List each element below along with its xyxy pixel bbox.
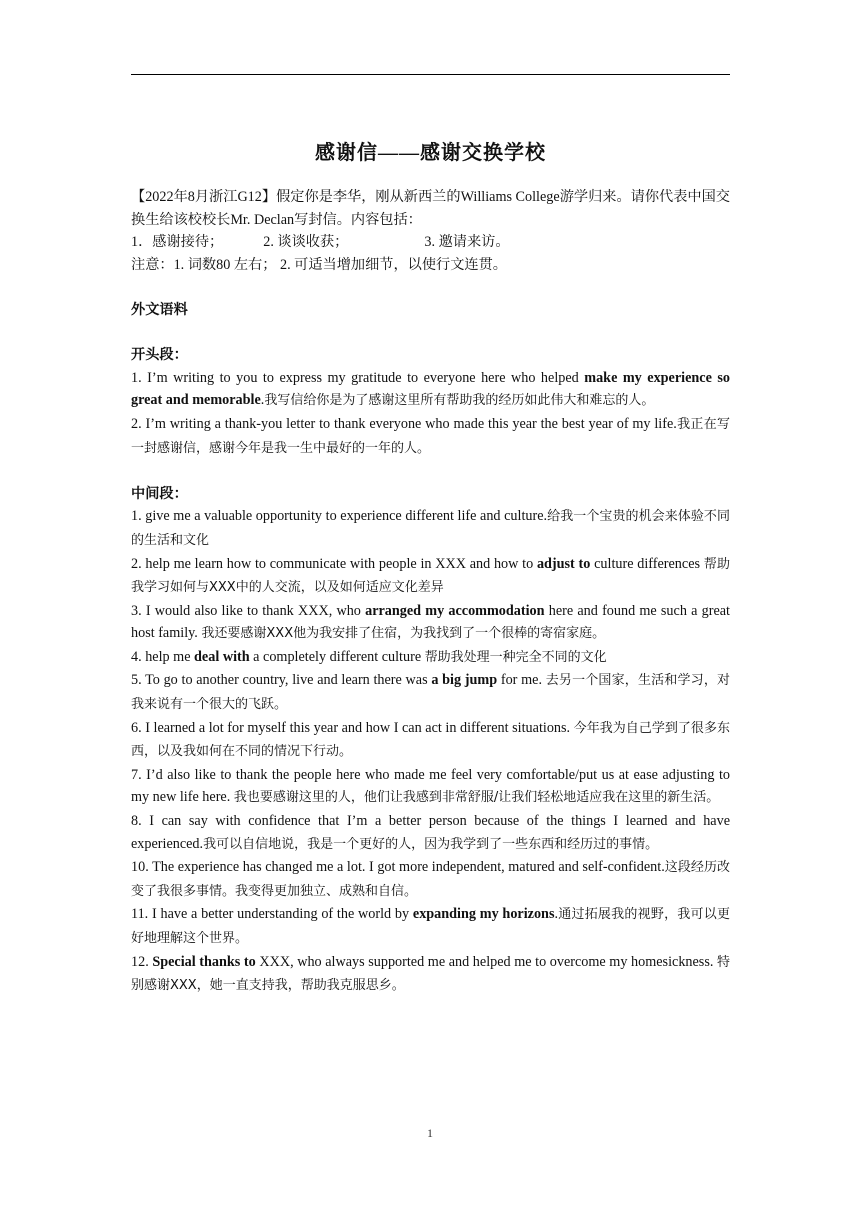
item-translation: 帮助我处理一种完全不同的文化 <box>424 649 607 665</box>
requirement-3: 3. 邀请来访。 <box>424 234 510 251</box>
prompt-text <box>131 186 730 231</box>
item-text: 1. give me a valuable opportunity to experience different life and culture. <box>131 508 548 525</box>
item-keyphrase: make my experience so great and memorable <box>131 369 730 409</box>
item-keyphrase: deal with <box>194 648 250 665</box>
list-item <box>131 600 730 646</box>
page-number: 1 <box>427 1126 433 1140</box>
item-translation: 这段经历改变了我很多事情。我变得更加独立、成熟和自信。 <box>131 860 730 899</box>
item-text: 4. help me <box>131 648 195 665</box>
item-translation: 我写信给你是为了感谢这里所有帮助我的经历如此伟大和难忘的人。 <box>264 393 655 409</box>
opening-heading: 开头段： <box>131 347 188 364</box>
item-translation: 我还要感谢XXX他为我安排了住宿，为我找到了一个很棒的寄宿家庭。 <box>201 626 606 642</box>
middle-list <box>131 505 730 997</box>
item-keyphrase: Special thanks to <box>152 953 256 970</box>
item-text: 8. I can say with confidence that I’m a better person because of the things I learned and have experienced. <box>131 813 730 852</box>
item-translation: 我可以自信地说，我是一个更好的人，因为我学到了一些东西和经历过的事情。 <box>203 836 659 852</box>
item-translation: 特别感谢XXX，她一直支持我，帮助我克服思乡。 <box>131 954 731 994</box>
item-text: 5. To go to another country, live and learn there was <box>131 672 432 689</box>
item-keyphrase: arranged my accommodation <box>365 602 545 619</box>
item-text: 6. I learned a lot for myself this year and how I can act in different situations. <box>131 719 574 736</box>
header-rule <box>131 74 730 75</box>
requirement-1: 1．感谢接待； <box>131 234 224 251</box>
list-item <box>131 646 730 670</box>
opening-list <box>131 367 730 460</box>
list-item <box>131 764 730 810</box>
list-item <box>131 367 730 413</box>
list-item <box>131 717 730 764</box>
middle-heading: 中间段： <box>131 485 188 502</box>
list-item <box>131 505 730 552</box>
material-heading: 外文语料 <box>131 301 188 318</box>
list-item <box>131 951 730 998</box>
item-translation: 去另一个国家，生活和学习，对我来说有一个很大的飞跃。 <box>131 673 730 713</box>
item-keyphrase: expanding my horizons <box>412 906 555 923</box>
item-text: 3. I would also like to thank XXX, who <box>131 602 366 619</box>
item-translation: 我也要感谢这里的人，他们让我感到非常舒服/让我们轻松地适应我在这里的新生活。 <box>233 790 720 806</box>
prompt-note: 注意：1. 词数80 左右； 2. 可适当增加细节，以使行文连贯。 <box>131 256 507 273</box>
list-item <box>131 856 730 903</box>
page-title: 感谢信——感谢交换学校 <box>315 142 546 164</box>
document-body <box>131 138 730 998</box>
requirement-2: 2. 谈谈收获； <box>263 234 349 251</box>
item-text-tail: XXX, who always supported me and helped me to overcome my homesickness. <box>255 953 717 970</box>
item-text-tail: a completely different culture <box>249 648 425 665</box>
list-item <box>131 553 730 600</box>
item-translation: 帮助我学习如何与XXX中的人交流，以及如何适应文化差异 <box>131 556 730 596</box>
item-text-tail: culture differences <box>590 555 704 572</box>
item-keyphrase: a big jump <box>431 672 498 689</box>
item-text-tail: here and found me such a great host family. <box>131 602 730 642</box>
list-item <box>131 413 730 460</box>
list-item <box>131 669 730 716</box>
item-text: 10. The experience has changed me a lot. I got more independent, matured and self-confident. <box>131 859 665 876</box>
item-keyphrase: adjust to <box>536 555 591 572</box>
prompt-line: 【2022年8月浙江G12】假定你是李华，刚从新西兰的Williams College游学归来。请你代表中国交换生给该校校长Mr. Declan写封信。内容包括： <box>131 189 730 228</box>
list-item <box>131 810 730 856</box>
item-text-tail: . <box>554 906 559 923</box>
item-translation: 通过拓展我的视野，我可以更好地理解这个世界。 <box>131 907 730 946</box>
item-text: 1. I’m writing to you to express my gratitude to everyone here who helped <box>131 369 585 386</box>
item-text: 2. help me learn how to communicate with people in XXX and how to <box>131 555 537 572</box>
item-translation: 给我一个宝贵的机会来体验不同的生活和文化 <box>131 509 730 548</box>
list-item <box>131 903 730 950</box>
item-text: 2. I’m writing a thank-you letter to thank everyone who made this year the best year of my life. <box>131 415 677 432</box>
item-translation: 我正在写一封感谢信，感谢今年是我一生中最好的一年的人。 <box>131 416 730 456</box>
item-text-tail: . <box>260 392 265 409</box>
item-translation: 今年我为自己学到了很多东西，以及我如何在不同的情况下行动。 <box>131 720 730 760</box>
item-text: 7. I’d also like to thank the people here who made me feel very comfortable/put us at ease adjusting to my new life here. <box>131 766 730 806</box>
item-text-tail: for me. <box>497 672 546 689</box>
requirements <box>131 231 730 254</box>
item-text: 12. <box>131 953 153 970</box>
item-text: 11. I have a better understanding of the world by <box>131 906 413 923</box>
